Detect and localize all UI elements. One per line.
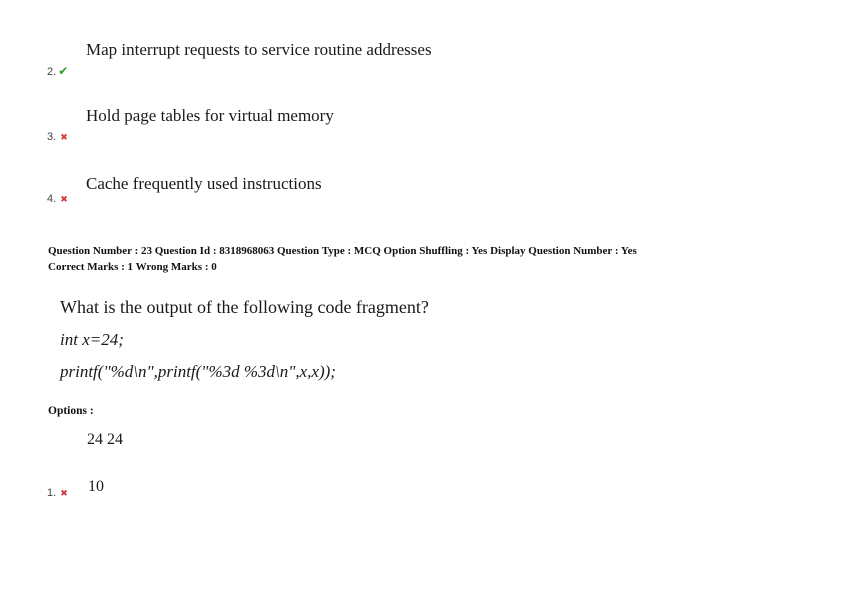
cross-icon: ✖ bbox=[60, 132, 68, 142]
option-text-3: Hold page tables for virtual memory bbox=[86, 106, 334, 125]
code-line-2: printf("%d\n",printf("%3d %3d\n",x,x)); bbox=[60, 362, 336, 381]
question-meta-line1: Question Number : 23 Question Id : 8318968063 Question Type : MCQ Option Shuffling : Yes Display Question Number : Yes bbox=[48, 245, 637, 257]
cross-icon: ✖ bbox=[60, 194, 68, 204]
option-number-label: 4. bbox=[47, 193, 57, 205]
cross-icon: ✖ bbox=[60, 488, 68, 498]
option-number-3 bbox=[47, 131, 68, 143]
option-number-2 bbox=[47, 64, 68, 78]
answer-option-text: 10 bbox=[88, 478, 104, 495]
answer-option-number-1 bbox=[47, 487, 68, 499]
option-number-label: 2. bbox=[47, 66, 57, 78]
code-line-1: int x=24; bbox=[60, 330, 124, 349]
question-prompt: What is the output of the following code fragment? bbox=[60, 297, 429, 317]
option-text-4: Cache frequently used instructions bbox=[86, 174, 322, 193]
option-text-2: Map interrupt requests to service routine addresses bbox=[86, 40, 432, 59]
check-icon: ✔ bbox=[58, 64, 69, 78]
options-label: Options : bbox=[48, 405, 94, 417]
question-meta-line2: Correct Marks : 1 Wrong Marks : 0 bbox=[48, 261, 217, 273]
answer-option-text: 24 24 bbox=[87, 431, 123, 448]
option-number-4 bbox=[47, 193, 68, 205]
option-number-label: 1. bbox=[47, 487, 57, 499]
option-number-label: 3. bbox=[47, 131, 57, 143]
